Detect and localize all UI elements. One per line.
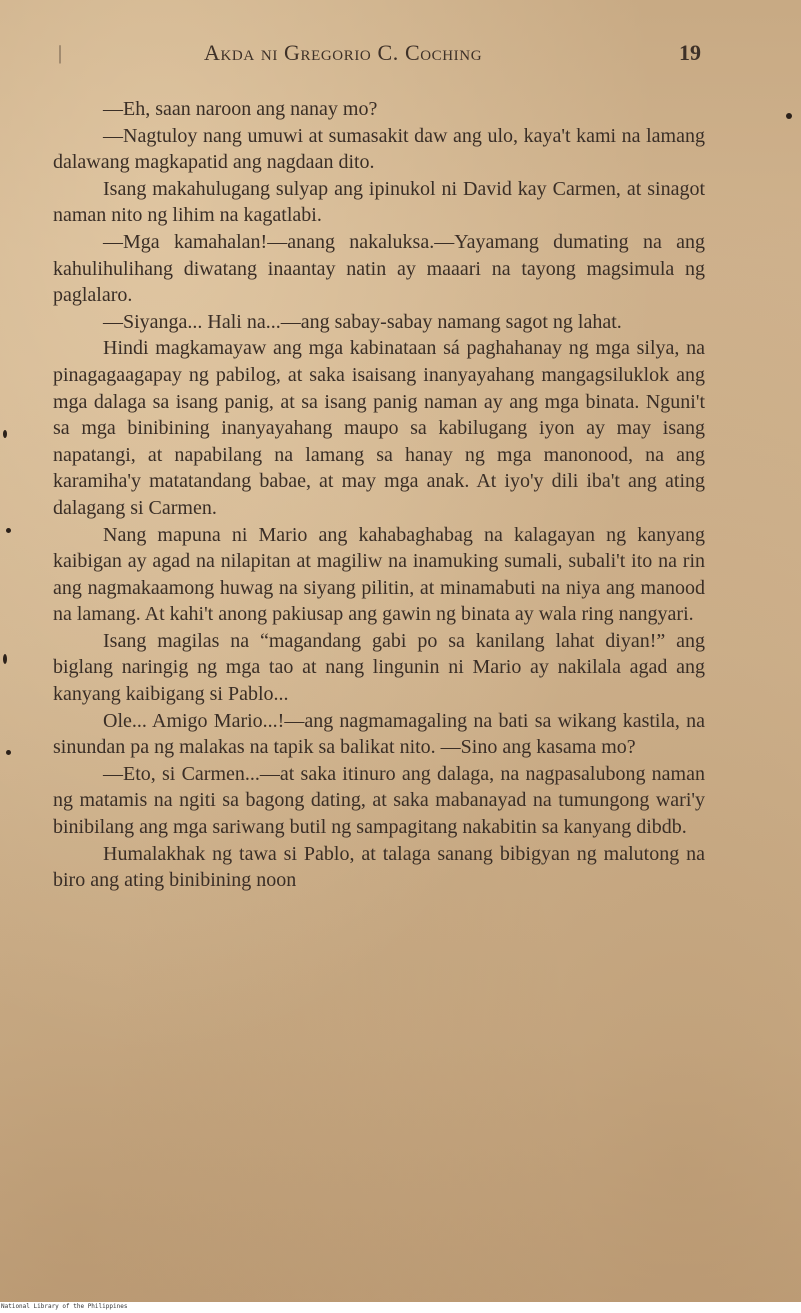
paragraph: —Mga kamahalan!—anang nakaluksa.—Yayamang dumating na ang kahulihulihang diwatang inaantay natin ay maaari na tayong magsimula ng paglalaro. — [53, 230, 705, 307]
body-text — [53, 96, 705, 894]
paragraph: —Siyanga... Hali na...—ang sabay-sabay namang sagot ng lahat. — [103, 310, 622, 333]
ink-speck — [3, 654, 7, 664]
ink-speck — [6, 750, 11, 755]
paragraph: Hindi magkamayaw ang mga kabinataan sá paghahanay ng mga silya, na pinagagaagapay ng pabilog, at saka isaisang inanyayahang mangagsiluklok ang mga dalaga sa isang panig, at sa isang panig naman ay ang mga binata. Nguni't sa mga binibining inanyayahang maupo sa kabilugang iyon ay may isang napatangi, at napabilang na lamang sa hanay ng mga manonood, na ang karamiha'y matatandang babae, at may mga anak. At iyo'y dili iba't ang ating dalagang si Carmen. — [53, 337, 705, 519]
paragraph: —Eto, si Carmen...—at saka itinuro ang dalaga, na nagpasalubong naman ng matamis na ngiti sa bagong dating, at saka mabanayad na tumungong wari'y binibilang ang mga sariwang butil ng sampagitang nakabitin sa kanyang dibdb. — [53, 762, 705, 839]
header-mark: | — [58, 42, 63, 64]
ink-speck — [6, 528, 11, 533]
paragraph: —Eh, saan naroon ang nanay mo? — [103, 98, 378, 120]
paragraph: Isang magilas na “magandang gabi po sa kanilang lahat diyan!” ang biglang naringig ng mga tao at nang lingunin ni Mario ay nakilala agad ang kanyang kaibigang si Pablo... — [53, 629, 705, 706]
page-number: 19 — [679, 40, 701, 65]
scan-credit: National Library of the Philippines — [1, 1303, 128, 1310]
paragraph: —Nagtuloy nang umuwi at sumasakit daw ang ulo, kaya't kami na lamang dalawang magkapatid ang nagdaan dito. — [53, 124, 705, 174]
paragraph: Nang mapuna ni Mario ang kahabaghabag na kalagayan ng kanyang kaibigan ay agad na nilapitan at magiliw na inamuking sumali, subali't ito na rin ang nagmakaamong huwag na siyang pilitin, at minamabuti na niya ang manood na lamang. At kahi't anong pakiusap ang gawin ng binata ay wala ring nangyari. — [53, 523, 705, 626]
paragraph: Ole... Amigo Mario...!—ang nagmamagaling na bati sa wikang kastila, na sinundan pa ng malakas na tapik sa balikat nito. —Sino ang kasama mo? — [53, 709, 705, 759]
ink-speck — [3, 430, 7, 438]
header-title: Akda ni Gregorio C. Coching — [204, 40, 483, 65]
running-header — [0, 40, 801, 70]
ink-speck — [786, 113, 792, 119]
paragraph: Humalakhak ng tawa si Pablo, at talaga sanang bibigyan ng malutong na biro ang ating binibining noon — [53, 842, 705, 892]
paragraph: Isang makahulugang sulyap ang ipinukol ni David kay Carmen, at sinagot naman nito ng lihim na kagatlabi. — [53, 177, 705, 227]
